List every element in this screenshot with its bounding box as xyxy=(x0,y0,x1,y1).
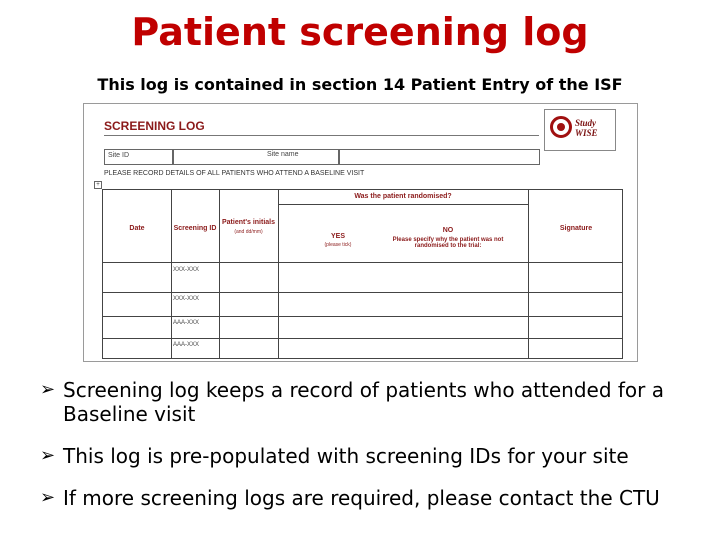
screening-id-cell: AAA-XXX xyxy=(173,342,200,348)
study-logo xyxy=(544,109,616,151)
logo-text xyxy=(575,118,598,138)
screening-id-cell: AAA-XXX xyxy=(173,320,200,326)
screening-id-cell: XXX-XXX xyxy=(173,267,200,273)
site-name-field xyxy=(264,149,338,163)
logo-line1: Study xyxy=(575,118,597,128)
col-divider xyxy=(528,190,529,358)
logo-dot-icon xyxy=(557,123,565,131)
header-yes-sub: (please tick) xyxy=(324,242,352,248)
screening-log-document xyxy=(83,103,638,362)
col-divider xyxy=(171,190,172,358)
header-signature: Signature xyxy=(559,225,593,232)
header-no: NO xyxy=(442,227,454,234)
header-yes: YES xyxy=(330,233,345,240)
logo-line2: WISE xyxy=(575,128,598,138)
row-divider xyxy=(103,292,622,293)
site-name-label: Site name xyxy=(267,151,299,158)
bullet-text: Screening log keeps a record of patients who attended for a Baseline visit xyxy=(63,378,664,426)
arrow-bullet-icon: ➢ xyxy=(40,445,56,466)
slide-title: Patient screening log xyxy=(131,10,589,54)
arrow-bullet-icon: ➢ xyxy=(40,487,56,508)
bullet-text: If more screening logs are required, please contact the CTU xyxy=(63,486,660,510)
header-date: Date xyxy=(129,225,145,232)
header-initials: Patient's initials xyxy=(221,219,275,226)
header-initials-sub: (and dd/mm) xyxy=(234,229,263,235)
row-divider xyxy=(278,204,528,205)
col-divider xyxy=(278,190,279,358)
row-divider xyxy=(103,338,622,339)
site-id-field xyxy=(104,149,174,165)
screening-table xyxy=(102,189,623,359)
document-instruction: PLEASE RECORD DETAILS OF ALL PATIENTS WHO ATTEND A BASELINE VISIT xyxy=(104,170,365,177)
bullet-text: This log is pre-populated with screening IDs for your site xyxy=(63,444,629,468)
header-screening-id: Screening ID xyxy=(173,225,217,232)
arrow-bullet-icon: ➢ xyxy=(40,379,56,400)
row-divider xyxy=(103,262,622,263)
screening-id-cell: XXX-XXX xyxy=(173,296,200,302)
header-randomised: Was the patient randomised? xyxy=(354,193,452,200)
heading-divider xyxy=(104,135,539,136)
site-name-value xyxy=(338,149,540,165)
site-id-label: Site ID xyxy=(108,152,130,159)
document-heading: SCREENING LOG xyxy=(104,119,205,133)
header-no-sub: Please specify why the patient was not randomised to the trial: xyxy=(392,237,504,249)
col-divider xyxy=(219,190,220,358)
expand-icon: + xyxy=(94,181,102,189)
row-divider xyxy=(103,316,622,317)
slide-subtitle: This log is contained in section 14 Patient Entry of the ISF xyxy=(97,75,623,94)
